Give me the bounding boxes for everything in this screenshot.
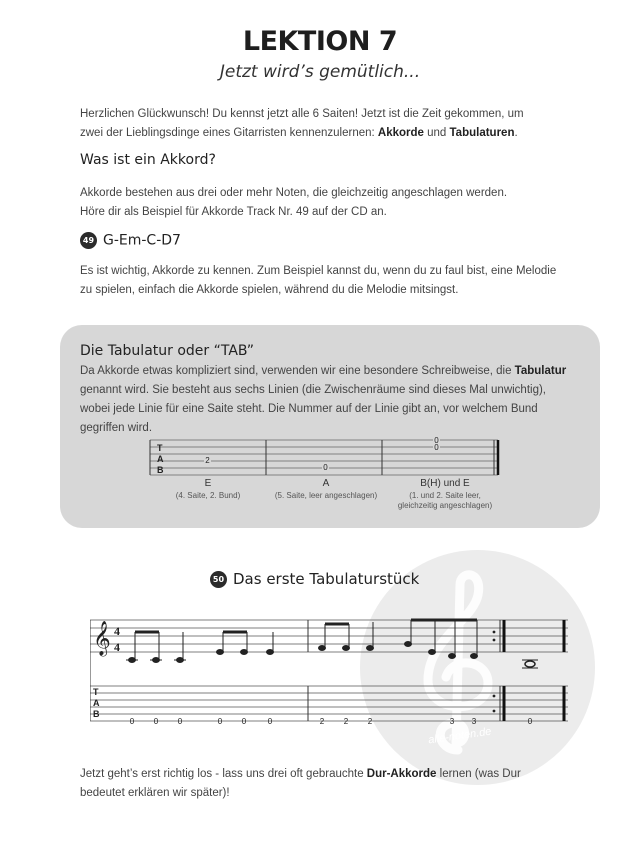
tab-box-line-2: genannt wird. Sie besteht aus sechs Linien (die Zwischenräume sind dieses Mal unwichtig), <box>80 384 546 396</box>
treble-clef-icon: 𝄞 <box>93 621 111 656</box>
tab-caption-a: A <box>322 478 330 489</box>
tab-number: 0 <box>129 717 135 726</box>
bold-dur-akkorde: Dur-Akkorde <box>366 768 437 780</box>
tab-box-heading: Die Tabulatur oder “TAB” <box>80 343 255 359</box>
watermark-text: alle-noten.de <box>427 725 493 747</box>
tab-caption-e: E <box>204 478 212 489</box>
important-line-1: Es ist wichtig, Akkorde zu kennen. Zum Beispiel kannst du, wenn du zu faul bist, eine Melodie <box>80 265 557 277</box>
chord-line-1: Akkorde bestehen aus drei oder mehr Noten, die gleichzeitig angeschlagen werden. <box>80 187 508 199</box>
bold-tabulaturen: Tabulaturen <box>449 127 515 139</box>
tab-sub-bh-1: (1. und 2. Saite leer, <box>409 491 481 500</box>
tab-number: 0 <box>177 717 183 726</box>
tab-letter-a: A <box>157 454 164 464</box>
intro-text: zwei der Lieblingsdinge eines Gitarristen kennenzulernen: <box>80 127 378 139</box>
time-signature-top: 4 <box>114 624 120 638</box>
outro-text-end: lernen (was Dur <box>436 768 521 780</box>
chord-paragraph <box>80 184 580 222</box>
tab-letter-a: A <box>93 698 100 708</box>
bold-akkorde: Akkorde <box>377 127 424 139</box>
tab-caption-bh: B(H) und E <box>420 478 470 489</box>
outro-text: Jetzt geht’s erst richtig los - lass uns drei oft gebrauchte <box>80 768 367 780</box>
tab-number: 0 <box>527 717 533 726</box>
track-49-title: G-Em-C-D7 <box>103 232 181 249</box>
track-50-title: Das erste Tabulaturstück <box>233 570 420 588</box>
fret-number-b-bottom: 0 <box>434 443 439 452</box>
track-badge-icon: 50 <box>210 571 227 588</box>
tab-box-line-3: wobei jede Linie für eine Saite steht. Die Nummer auf der Linie gibt an, vor welchem Bund <box>80 403 538 415</box>
chord-line-2: Höre dir als Beispiel für Akkorde Track Nr. 49 auf der CD an. <box>80 206 387 218</box>
tab-sub-bh-2: gleichzeitig angeschlagen) <box>397 501 493 510</box>
tab-letter-b: B <box>157 465 164 475</box>
tab-letter-t: T <box>93 687 99 697</box>
tab-staff-example <box>148 434 500 480</box>
track-50-heading <box>210 570 419 588</box>
tab-number: 3 <box>449 717 455 726</box>
tab-sub-e: (4. Saite, 2. Bund) <box>175 491 241 500</box>
fret-number-e: 2 <box>205 456 210 465</box>
tab-box-line-4: gegriffen wird. <box>80 422 153 434</box>
tab-number: 0 <box>267 717 273 726</box>
tab-number: 0 <box>241 717 247 726</box>
bold-tabulatur: Tabulatur <box>514 365 567 377</box>
outro-line-2: bedeutet erklären wir später)! <box>80 787 230 799</box>
intro-and: und <box>423 127 450 139</box>
outro-paragraph <box>80 765 580 803</box>
track-49-heading <box>80 232 181 249</box>
tab-letter-t: T <box>157 443 163 453</box>
measure-1-notes <box>126 632 274 663</box>
tab-box-line-1 <box>80 362 585 381</box>
tab-number: 0 <box>217 717 223 726</box>
fret-number-b-top: 0 <box>434 436 439 445</box>
important-line-2: zu spielen, einfach die Akkorde spielen, während du die Melodie mitsingst. <box>80 284 459 296</box>
tab-number: 2 <box>319 717 325 726</box>
intro-line-2 <box>80 124 580 143</box>
measure-2-notes <box>319 620 478 659</box>
intro-paragraph <box>80 105 580 143</box>
music-notation <box>90 600 570 730</box>
tab-number: 2 <box>343 717 349 726</box>
whole-note <box>525 661 535 667</box>
intro-line-1: Herzlichen Glückwunsch! Du kennst jetzt alle 6 Saiten! Jetzt ist die Zeit gekommen, um <box>80 108 524 120</box>
page-title: LEKTION 7 <box>242 26 398 57</box>
tab-number: 3 <box>471 717 477 726</box>
page-subtitle: Jetzt wird’s gemütlich... <box>219 62 421 82</box>
important-paragraph <box>80 262 580 300</box>
intro-end: . <box>514 127 518 139</box>
tab-box-text: Da Akkorde etwas kompliziert sind, verwenden wir eine besondere Schreibweise, die <box>80 365 515 377</box>
track-badge-icon: 49 <box>80 232 97 249</box>
tab-sub-a: (5. Saite, leer angeschlagen) <box>274 491 378 500</box>
time-signature-bottom: 4 <box>114 640 120 654</box>
tab-letter-b: B <box>93 709 100 719</box>
fret-number-a: 0 <box>323 463 328 472</box>
section-heading-chord: Was ist ein Akkord? <box>80 152 216 168</box>
tab-box-paragraph <box>80 362 585 438</box>
tab-number: 2 <box>367 717 373 726</box>
outro-line-1 <box>80 765 580 784</box>
tab-number: 0 <box>153 717 159 726</box>
